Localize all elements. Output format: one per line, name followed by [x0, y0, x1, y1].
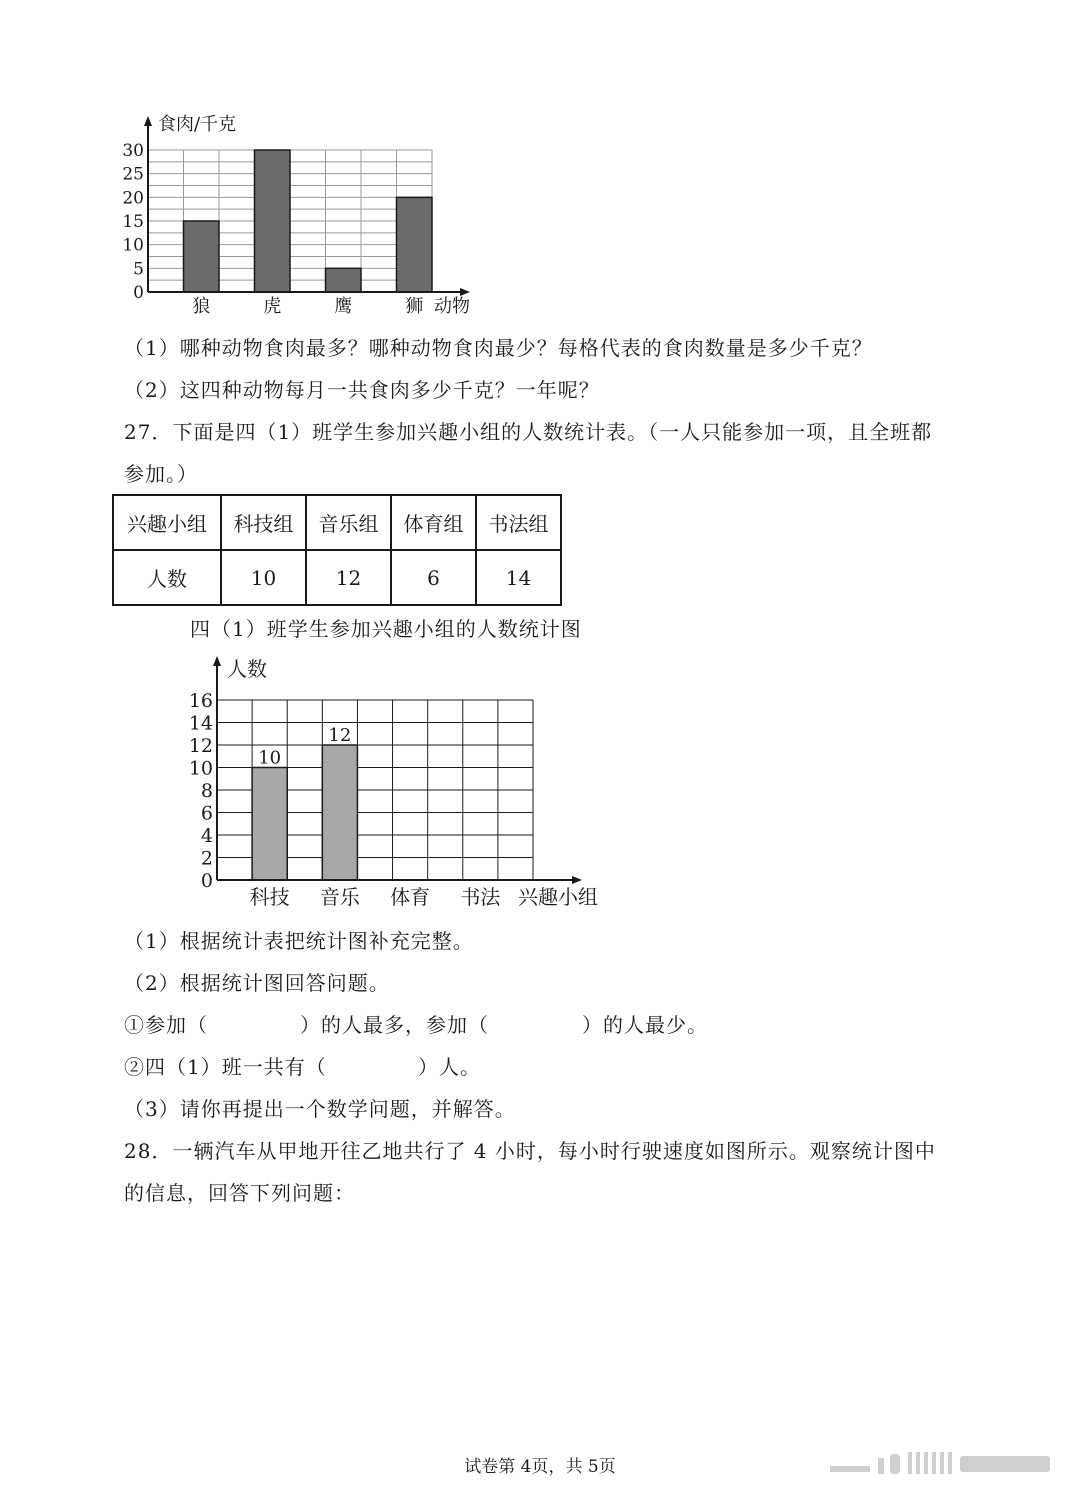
y-tick-label: 15 [122, 212, 144, 232]
table-cell: 12 [306, 550, 391, 605]
interest-bar-chart [180, 650, 610, 915]
x-tick-label: 虎 [263, 296, 282, 317]
q26-sub2: （2）这四种动物每月一共食肉多少千克？一年呢？ [124, 378, 600, 402]
y-tick-label: 30 [122, 141, 144, 161]
table-row [113, 550, 561, 605]
table-cell: 音乐组 [306, 495, 391, 550]
x-tick-label: 书法 [460, 885, 501, 909]
y-tick-label: 0 [200, 870, 213, 892]
data-label: 12 [328, 725, 352, 746]
table-cell: 6 [391, 550, 476, 605]
table-header-row [113, 495, 561, 550]
q27-stem-line1: 27．下面是四（1）班学生参加兴趣小组的人数统计表。（一人只能参加一项，且全班都 [124, 420, 933, 444]
y-tick-label: 16 [188, 690, 213, 712]
y-tick-label: 8 [200, 780, 213, 802]
q27-blank1-b: ）的人最多，参加（ [300, 1013, 489, 1037]
y-tick-label: 2 [200, 847, 213, 870]
bar-音乐 [322, 745, 357, 880]
y-tick-label: 5 [133, 259, 144, 280]
x-axis-label: 兴趣小组 [518, 885, 598, 909]
page-footer: 试卷第 4页，共 5页 [464, 1457, 616, 1477]
q26-sub1: （1）哪种动物食肉最多？哪种动物食肉最少？每格代表的食肉数量是多少千克？ [124, 336, 873, 360]
y-tick-label: 4 [200, 825, 213, 847]
q27-blank1-a: ①参加（ [124, 1013, 208, 1037]
y-tick-label: 10 [122, 235, 144, 256]
x-axis-arrow [460, 288, 470, 296]
table-cell: 14 [476, 550, 561, 605]
bar-科技 [252, 768, 287, 881]
x-tick-label: 狮 [405, 296, 424, 317]
y-tick-label: 6 [200, 802, 213, 825]
y-axis-label: 人数 [227, 657, 267, 681]
table-cell: 体育组 [391, 495, 476, 550]
x-axis-arrow [572, 876, 582, 884]
x-tick-label: 狼 [192, 296, 211, 317]
y-tick-label: 10 [188, 757, 213, 780]
y-tick-label: 14 [188, 712, 213, 735]
y-axis-arrow [213, 656, 221, 666]
table-cell: 科技组 [221, 495, 306, 550]
bar-狮 [397, 197, 433, 292]
x-tick-label: 音乐 [319, 885, 360, 909]
q27-stem-line2: 参加。） [124, 462, 198, 486]
meat-bar-chart [110, 108, 490, 323]
bar-狼 [184, 221, 220, 292]
table-cell: 兴趣小组 [113, 495, 221, 550]
chart2-title: 四（1）班学生参加兴趣小组的人数统计图 [190, 617, 582, 641]
table-cell: 书法组 [476, 495, 561, 550]
y-axis-label: 食肉/千克 [158, 114, 237, 135]
y-tick-label: 25 [122, 164, 144, 185]
x-tick-label: 体育 [390, 885, 431, 909]
q27-blank1-c: ）的人最少。 [582, 1013, 708, 1037]
q28-stem-line1: 28．一辆汽车从甲地开往乙地共行了 4 小时，每小时行驶速度如图所示。观察统计图中 [124, 1139, 936, 1163]
q27-blank2-b: ）人。 [418, 1055, 481, 1079]
q27-sub3: （3）请你再提出一个数学问题，并解答。 [124, 1097, 516, 1121]
bar-鹰 [326, 268, 362, 292]
table-cell: 10 [221, 550, 306, 605]
x-tick-label: 科技 [249, 885, 290, 909]
y-tick-label: 0 [133, 283, 144, 303]
q28-stem-line2: 的信息，回答下列问题： [124, 1181, 355, 1205]
y-tick-label: 20 [122, 188, 144, 209]
y-tick-label: 12 [188, 735, 213, 757]
q27-sub2: （2）根据统计图回答问题。 [124, 971, 390, 995]
x-axis-label: 动物 [434, 296, 470, 317]
data-label: 10 [258, 747, 282, 769]
barcode-icon [830, 1448, 1060, 1478]
bar-虎 [255, 150, 291, 292]
table-cell: 人数 [113, 550, 221, 605]
x-tick-label: 鹰 [334, 296, 353, 317]
interest-group-table [112, 494, 562, 606]
q27-sub1: （1）根据统计表把统计图补充完整。 [124, 929, 474, 953]
q27-blank2-a: ②四（1）班一共有（ [124, 1055, 327, 1079]
y-axis-arrow [144, 116, 152, 126]
